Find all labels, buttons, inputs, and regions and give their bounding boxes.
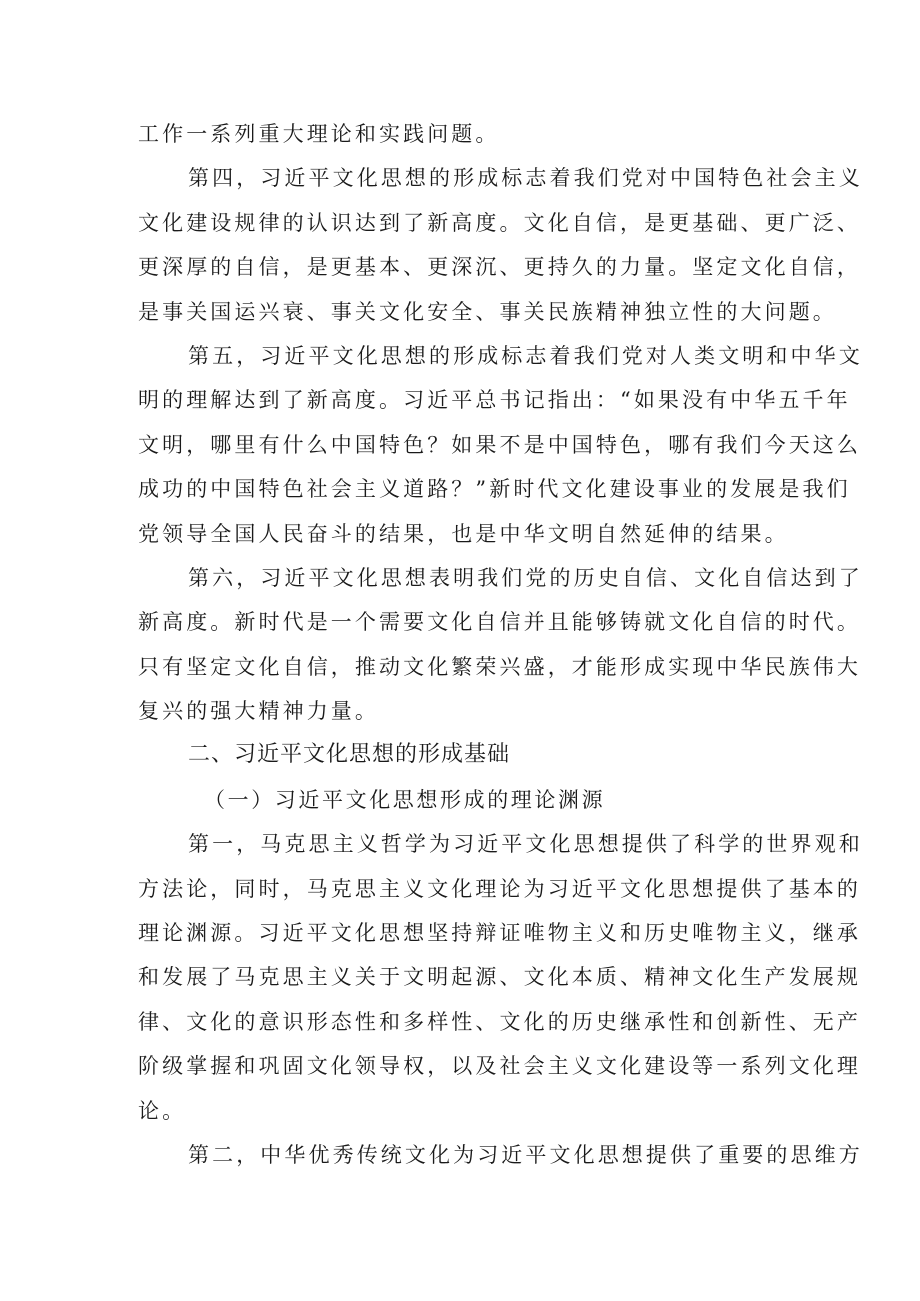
document-page: [138, 112, 863, 1177]
text-line-20: 和发展了马克思主义关于文明起源、文化本质、精神文化生产发展规: [138, 965, 861, 990]
text-line-7: 明的理解达到了新高度。习近平总书记指出：“如果没有中华五千年: [138, 388, 851, 413]
text-line-12: 新高度。新时代是一个需要文化自信并且能够铸就文化自信的时代。: [138, 610, 861, 635]
paragraph-4-start: 第四，习近平文化思想的形成标志着我们党对中国特色社会主义: [188, 166, 863, 191]
paragraph-5-start: 第五，习近平文化思想的形成标志着我们党对人类文明和中华文: [188, 343, 863, 368]
text-line-1: 工作一系列重大理论和实践问题。: [138, 122, 500, 146]
text-line-22: 阶级掌握和巩固文化领导权，以及社会主义文化建设等一系列文化理: [138, 1054, 861, 1079]
text-line-10: 党领导全国人民奋斗的结果，也是中华文明自然延伸的结果。: [138, 521, 789, 546]
text-line-23: 论。: [138, 1098, 187, 1123]
text-line-14: 复兴的强大精神力量。: [138, 699, 379, 724]
paragraph-6-start: 第六，习近平文化思想表明我们党的历史自信、文化自信达到了: [188, 565, 863, 590]
section-heading: 二、习近平文化思想的形成基础: [188, 742, 511, 768]
text-line-9: 成功的中国特色社会主义道路？”新时代文化建设事业的发展是我们: [138, 477, 851, 502]
subsection-heading: （一）习近平文化思想形成的理论渊源: [204, 787, 606, 812]
text-line-13: 只有坚定文化自信，推动文化繁荣兴盛，才能形成实现中华民族伟大: [138, 654, 861, 679]
text-line-19: 理论渊源。习近平文化思想坚持辩证唯物主义和历史唯物主义，继承: [138, 921, 861, 946]
text-line-8: 文明，哪里有什么中国特色？如果不是中国特色，哪有我们今天这么: [138, 432, 861, 457]
text-line-4: 更深厚的自信，是更基本、更深沉、更持久的力量。坚定文化自信，: [138, 255, 861, 280]
paragraph-first-start: 第一，马克思主义哲学为习近平文化思想提供了科学的世界观和: [188, 832, 863, 857]
text-line-18: 方法论，同时，马克思主义文化理论为习近平文化思想提供了基本的: [138, 876, 861, 901]
paragraph-second-start: 第二，中华优秀传统文化为习近平文化思想提供了重要的思维方: [188, 1142, 863, 1167]
text-line-3: 文化建设规律的认识达到了新高度。文化自信，是更基础、更广泛、: [138, 210, 861, 235]
text-line-5: 是事关国运兴衰、事关文化安全、事关民族精神独立性的大问题。: [138, 299, 837, 324]
text-line-21: 律、文化的意识形态性和多样性、文化的历史继承性和创新性、无产: [138, 1009, 861, 1034]
